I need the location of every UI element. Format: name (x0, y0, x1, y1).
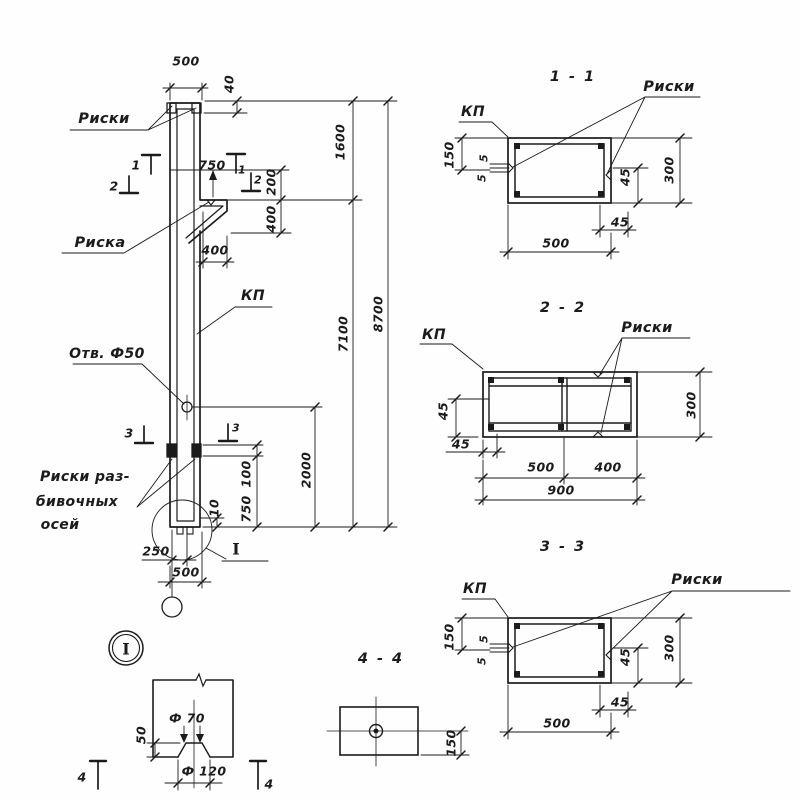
s22-kp-label: КП (422, 327, 446, 343)
s11-dim-500: 500 (542, 235, 570, 251)
dimension-ticks (151, 84, 704, 787)
riska-label: Риска (74, 235, 126, 251)
s22-dim-300: 300 (683, 391, 699, 419)
cut-2-right: 2 (253, 173, 263, 187)
s33-dim-5b: 5 (475, 656, 489, 666)
s22-dim-400: 400 (594, 459, 622, 475)
s33-kp-label: КП (463, 581, 487, 597)
cut-1-left: 1 (131, 157, 141, 173)
cut-1-right: 1 (237, 163, 247, 177)
dim-400-h: 400 (201, 242, 229, 258)
s22-dim-900: 900 (547, 482, 575, 498)
s33-dim-45-bottom: 45 (610, 694, 630, 710)
dim-750-top: 750 (198, 157, 226, 173)
cut-3-right: 3 (231, 421, 241, 435)
s22-riski-label: Риски (621, 320, 673, 336)
dim-500-bottom: 500 (172, 564, 200, 580)
kp-label: КП (241, 288, 265, 304)
dim-1600: 1600 (332, 123, 348, 161)
section-1-1-title: 1 - 1 (549, 69, 597, 85)
dim-250: 250 (142, 543, 170, 559)
cut-4-left: 4 (77, 769, 87, 785)
s11-riski-label: Риски (643, 79, 695, 95)
s33-dim-150: 150 (441, 623, 457, 651)
s33-riski-label: Риски (671, 572, 723, 588)
s22-dim-45-bottom: 45 (451, 436, 471, 452)
s11-dim-5b: 5 (475, 173, 489, 183)
detail-ref-mark: I (232, 539, 240, 559)
dim-8700: 8700 (370, 295, 386, 333)
section-2-2-title: 2 - 2 (539, 300, 587, 316)
dim-200: 200 (263, 168, 279, 196)
dim-750-bottom: 750 (238, 495, 254, 523)
riski-top-label: Риски (78, 111, 130, 127)
detail-dim-f70: Ф 70 (169, 710, 205, 726)
dim-100: 100 (238, 460, 254, 488)
axes-label-line1: Риски раз- (40, 469, 130, 485)
axes-label-line3: осей (40, 517, 80, 533)
section-2-2-figure (420, 338, 712, 505)
s11-dim-300: 300 (661, 156, 677, 184)
s44-dim-150: 150 (443, 729, 459, 757)
s33-dim-5a: 5 (477, 634, 491, 644)
s22-dim-500: 500 (527, 459, 555, 475)
drain-hole-icon (182, 395, 192, 420)
s33-dim-300: 300 (661, 634, 677, 662)
s33-dim-500: 500 (543, 715, 571, 731)
hole-label: Отв. Ф50 (69, 346, 145, 362)
axes-label-line2: бивочных (35, 494, 119, 510)
detail-dim-50: 50 (133, 725, 149, 745)
s11-dim-150: 150 (441, 141, 457, 169)
dim-400-v: 400 (263, 205, 279, 233)
s11-kp-label: КП (461, 104, 485, 120)
s11-dim-45-bottom: 45 (610, 214, 630, 230)
cut-3-left: 3 (124, 425, 134, 441)
dim-top-500: 500 (172, 53, 200, 69)
s11-dim-45-right: 45 (617, 167, 633, 187)
section-4-4-title: 4 - 4 (357, 651, 405, 667)
cut-2-left: 2 (109, 178, 119, 194)
section-3-3-title: 3 - 3 (539, 539, 587, 555)
dim-10: 10 (206, 498, 222, 518)
s11-dim-5a: 5 (477, 153, 491, 163)
cut-4-right: 4 (264, 776, 274, 792)
dim-40: 40 (221, 74, 237, 94)
s33-dim-45-right: 45 (617, 647, 633, 667)
detail-i-mark: I (122, 639, 130, 659)
dim-2000: 2000 (298, 451, 314, 489)
dim-7100: 7100 (335, 315, 351, 353)
s22-dim-45-left: 45 (435, 401, 451, 421)
detail-dim-f120: Ф 120 (181, 763, 227, 779)
